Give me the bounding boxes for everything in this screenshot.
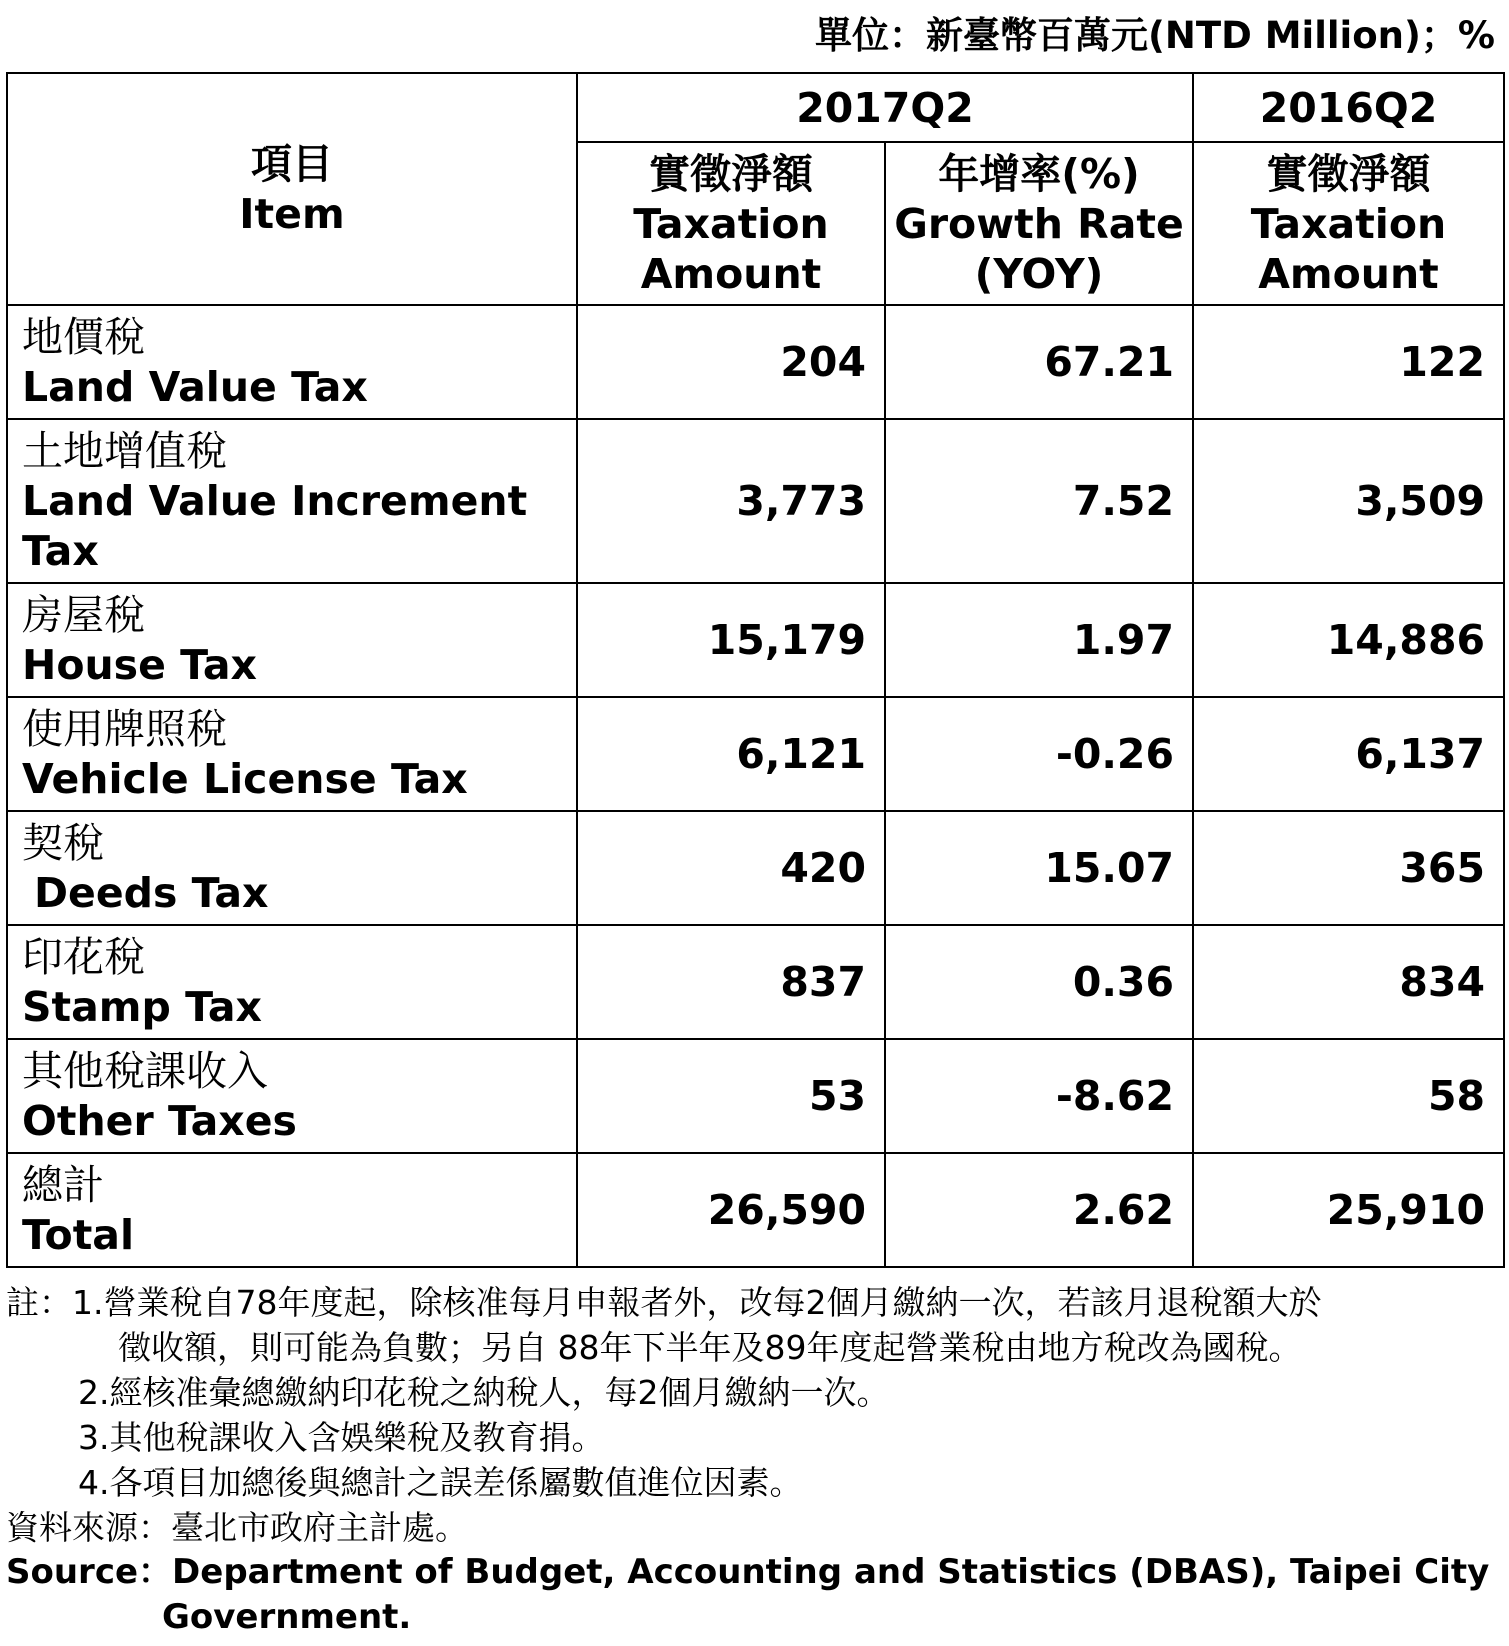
row-previous-amount: 6,137 xyxy=(1193,697,1504,811)
source-zh xyxy=(6,1505,1503,1550)
row-item xyxy=(7,697,577,811)
growth-rate-header-en1: Growth Rate xyxy=(894,199,1184,248)
row-amount: 204 xyxy=(577,305,885,419)
table-row-land-value-tax xyxy=(7,305,1504,419)
row-amount: 26,590 xyxy=(577,1153,885,1267)
source-en-text-cont: Government. xyxy=(162,1597,412,1637)
note-4-text: 4.各項目加總後與總計之誤差係屬數值進位因素。 xyxy=(78,1463,803,1502)
row-item-zh: 總計 xyxy=(22,1161,104,1209)
row-item-en: Stamp Tax xyxy=(22,983,262,1031)
row-item-en: Deeds Tax xyxy=(34,869,269,917)
notes-section xyxy=(6,1280,1503,1640)
row-item-en: Vehicle License Tax xyxy=(22,755,468,803)
growth-rate-header-zh: 年增率(%) xyxy=(938,149,1140,198)
row-previous-amount: 58 xyxy=(1193,1039,1504,1153)
note-4 xyxy=(6,1460,1503,1505)
row-growth: 7.52 xyxy=(885,419,1193,583)
source-en-line-1 xyxy=(6,1550,1503,1595)
amount-current-header-en2: Amount xyxy=(640,249,822,298)
row-amount: 3,773 xyxy=(577,419,885,583)
row-growth: -8.62 xyxy=(885,1039,1193,1153)
row-item-zh: 土地增值稅 xyxy=(22,427,227,475)
table-row-stamp-tax xyxy=(7,925,1504,1039)
note-3-text: 3.其他稅課收入含娛樂稅及教育捐。 xyxy=(78,1418,605,1457)
row-item-zh: 契稅 xyxy=(22,819,104,867)
row-item xyxy=(7,811,577,925)
item-header xyxy=(7,73,577,305)
table-row-total xyxy=(7,1153,1504,1267)
table-row-other-taxes xyxy=(7,1039,1504,1153)
row-previous-amount: 14,886 xyxy=(1193,583,1504,697)
source-en-line-2 xyxy=(6,1595,1503,1640)
amount-previous-header xyxy=(1193,142,1504,305)
row-amount: 6,121 xyxy=(577,697,885,811)
period-current-header: 2017Q2 xyxy=(577,73,1193,142)
table-row-house-tax xyxy=(7,583,1504,697)
source-zh-text: 資料來源：臺北市政府主計處。 xyxy=(6,1508,468,1547)
growth-rate-header xyxy=(885,142,1193,305)
row-growth: -0.26 xyxy=(885,697,1193,811)
row-item-en-line1: Land Value Increment xyxy=(22,477,528,525)
amount-current-header xyxy=(577,142,885,305)
row-item xyxy=(7,1039,577,1153)
row-growth: 1.97 xyxy=(885,583,1193,697)
row-previous-amount: 122 xyxy=(1193,305,1504,419)
header-row-periods xyxy=(7,73,1504,142)
row-previous-amount: 834 xyxy=(1193,925,1504,1039)
growth-rate-header-en2: (YOY) xyxy=(974,249,1104,298)
note-1-text-cont: 徵收額，則可能為負數；另自 88年下半年及89年度起營業稅由地方稅改為國稅。 xyxy=(118,1328,1302,1367)
source-en-label: Source： xyxy=(6,1552,173,1592)
row-item xyxy=(7,925,577,1039)
period-previous-header: 2016Q2 xyxy=(1193,73,1504,142)
note-1-line-1 xyxy=(6,1280,1503,1325)
amount-previous-header-zh: 實徵淨額 xyxy=(1266,149,1431,198)
row-item xyxy=(7,1153,577,1267)
tax-revenue-table xyxy=(6,72,1505,1268)
note-1-text: 1.營業稅自78年度起，除核准每月申報者外，改每2個月繳納一次，若該月退稅額大於 xyxy=(72,1283,1322,1322)
item-header-en: Item xyxy=(239,190,345,238)
table-row-deeds-tax xyxy=(7,811,1504,925)
row-item-en: Total xyxy=(22,1211,135,1259)
row-growth: 2.62 xyxy=(885,1153,1193,1267)
amount-previous-header-en1: Taxation xyxy=(1250,199,1447,248)
table-row-land-value-increment-tax xyxy=(7,419,1504,583)
table-row-vehicle-license-tax xyxy=(7,697,1504,811)
row-item-zh: 其他稅課收入 xyxy=(22,1047,268,1095)
row-growth: 67.21 xyxy=(885,305,1193,419)
row-item-en: House Tax xyxy=(22,641,257,689)
amount-previous-header-en2: Amount xyxy=(1258,249,1439,298)
note-1-line-2 xyxy=(6,1325,1503,1370)
row-item xyxy=(7,305,577,419)
row-item-en-line2: Tax xyxy=(22,527,99,575)
row-item-zh: 印花稅 xyxy=(22,933,145,981)
amount-current-header-zh: 實徵淨額 xyxy=(649,149,813,198)
row-item-en: Land Value Tax xyxy=(22,363,368,411)
source-en-text: Department of Budget, Accounting and Statistics (DBAS), Taipei City xyxy=(172,1552,1490,1592)
notes-prefix: 註： xyxy=(6,1283,72,1322)
row-amount: 15,179 xyxy=(577,583,885,697)
note-2 xyxy=(6,1370,1503,1415)
note-2-text: 2.經核准彙總繳納印花稅之納稅人，每2個月繳納一次。 xyxy=(78,1373,890,1412)
row-previous-amount: 25,910 xyxy=(1193,1153,1504,1267)
row-growth: 15.07 xyxy=(885,811,1193,925)
note-3 xyxy=(6,1415,1503,1460)
row-amount: 837 xyxy=(577,925,885,1039)
row-item-en: Other Taxes xyxy=(22,1097,297,1145)
row-item xyxy=(7,583,577,697)
amount-current-header-en1: Taxation xyxy=(633,199,829,248)
row-item-zh: 地價稅 xyxy=(22,313,145,361)
row-previous-amount: 3,509 xyxy=(1193,419,1504,583)
row-item-zh: 房屋稅 xyxy=(22,591,145,639)
item-header-zh: 項目 xyxy=(251,140,333,188)
row-growth: 0.36 xyxy=(885,925,1193,1039)
row-previous-amount: 365 xyxy=(1193,811,1504,925)
row-item xyxy=(7,419,577,583)
unit-label: 單位：新臺幣百萬元(NTD Million)；% xyxy=(814,14,1495,57)
row-amount: 420 xyxy=(577,811,885,925)
row-item-zh: 使用牌照稅 xyxy=(22,705,227,753)
row-amount: 53 xyxy=(577,1039,885,1153)
